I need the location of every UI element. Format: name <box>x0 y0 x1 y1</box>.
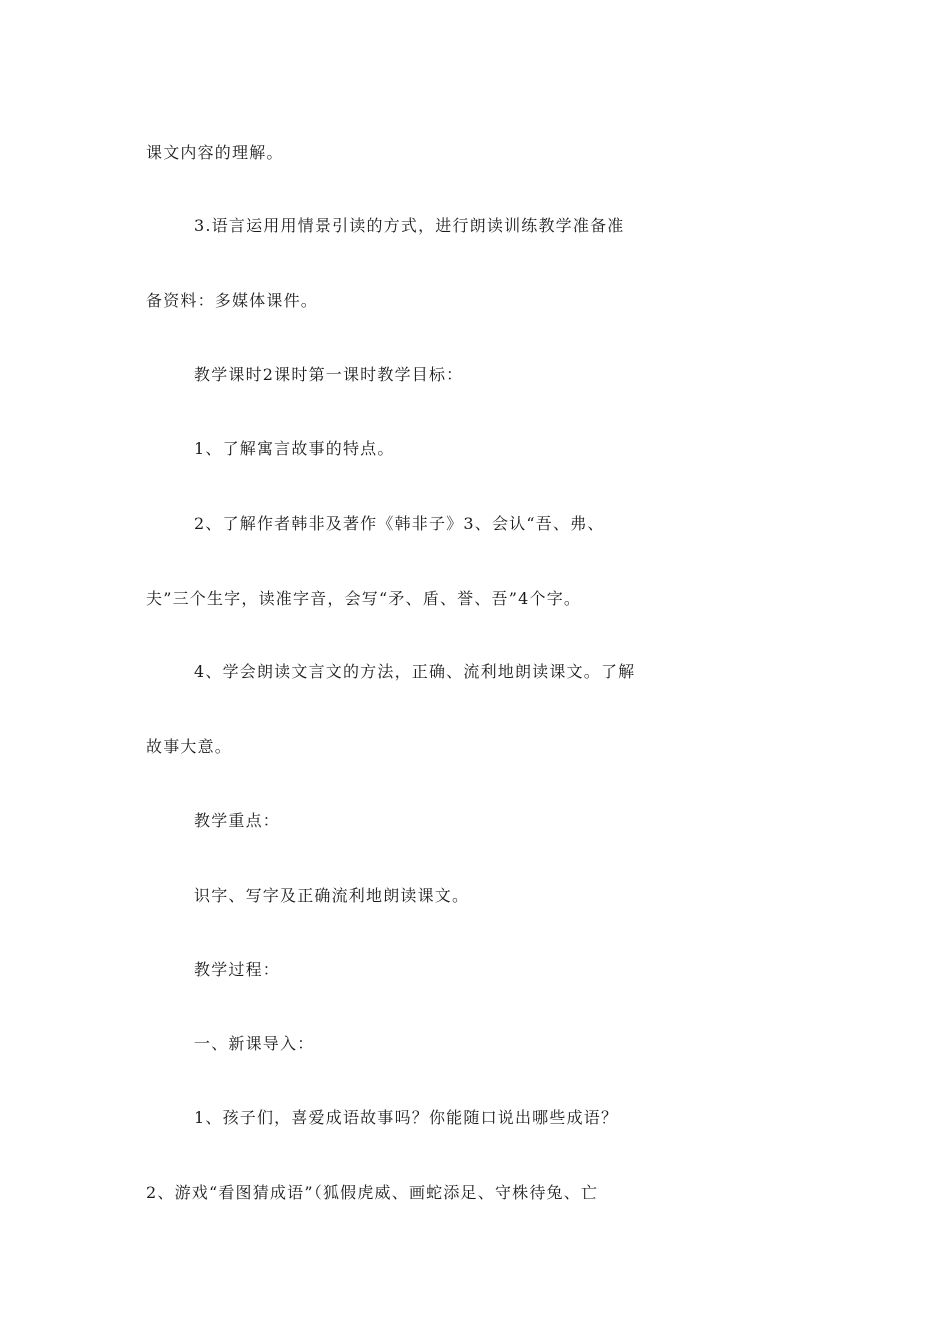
text-line-3: 备资料：多媒体课件。 <box>146 291 319 310</box>
text-line-5: 1、了解寓言故事的特点。 <box>194 439 395 458</box>
text-line-15: 2、游戏“看图猜成语”（狐假虎威、画蛇添足、守株待兔、亡 <box>146 1183 599 1202</box>
text-line-4: 教学课时2课时第一课时教学目标： <box>194 365 464 384</box>
text-line-14: 1、孩子们，喜爱成语故事吗？你能随口说出哪些成语？ <box>194 1108 619 1127</box>
text-line-2: 3.语言运用用情景引读的方式，进行朗读训练教学准备准 <box>194 216 625 235</box>
text-line-8: 4、学会朗读文言文的方法，正确、流利地朗读课文。了解 <box>194 662 636 681</box>
text-line-1: 课文内容的理解。 <box>146 143 284 162</box>
text-line-9: 故事大意。 <box>146 737 233 756</box>
text-line-7: 夫”三个生字，读准字音，会写“矛、盾、誉、吾”4个字。 <box>146 589 582 608</box>
text-line-11: 识字、写字及正确流利地朗读课文。 <box>194 886 470 905</box>
text-line-12: 教学过程： <box>194 960 281 979</box>
text-line-13: 一、新课导入： <box>194 1034 315 1053</box>
text-line-10: 教学重点： <box>194 811 281 830</box>
text-line-6: 2、了解作者韩非及著作《韩非子》3、会认“吾、弗、 <box>194 514 605 533</box>
